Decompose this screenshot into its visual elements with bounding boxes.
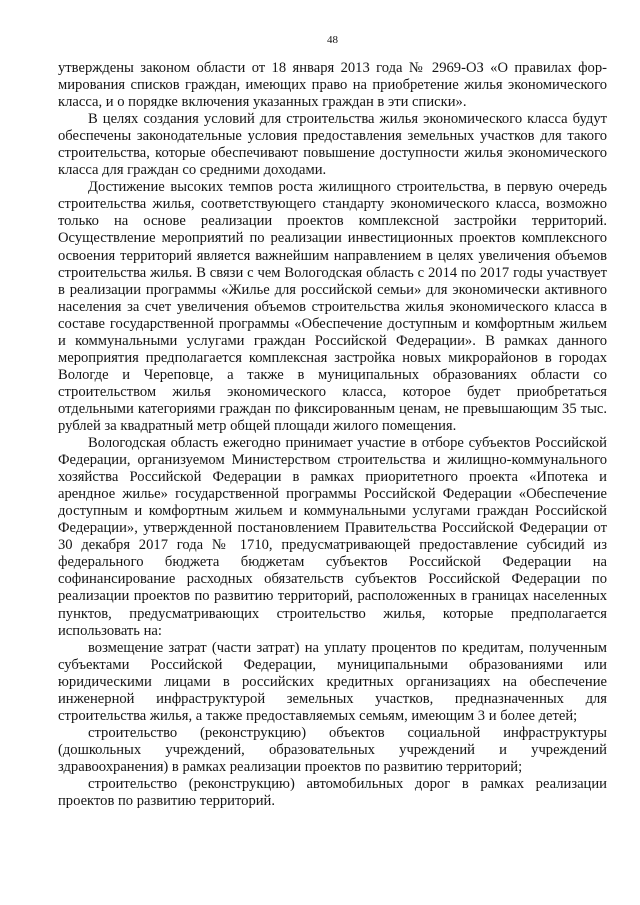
list-item-social-infrastructure: строительство (реконструкцию) объектов социальной инфраструктуры (дошкольных учреждений, образовательных учреждений и учреждений здравоохранения) в рамках реализации проектов по развитию территорий; bbox=[58, 724, 607, 775]
document-body bbox=[58, 60, 607, 810]
paragraph-housing-construction: Достижение высоких темпов роста жилищного строительства, в первую очередь строительства жилья, соответствующего стандарту экономического класса, возможно только на основе реализации проектов комплексной застройки территорий. Осуществление мероприятий по реализации инвестиционных проектов комплексного освоения территорий является важнейшим направлением в целях увеличения объемов строительства жилья. В связи с чем Вологодская область с 2014 по 2017 годы участвует в реализации программы «Жилье для российской семьи» для экономически активного населения за счет увеличения объемов строительства жилья экономического класса в составе государственной программы «Обеспечение доступным и комфортным жильем и коммунальными услугами граждан Российской Федерации». В рамках данного мероприятия предполагается комплексная застройка новых микрорайонов в городах Вологде и Череповце, а также в муниципальных образованиях области со строительством жилья экономического класса, которое будет приобретаться отдельными категориями граждан по фиксированным ценам, не превышающим 35 тыс. рублей за квадратный метр общей площади жилого помещения. bbox=[58, 179, 607, 434]
paragraph-land-provision: В целях создания условий для строительства жилья экономического класса будут обеспечены законодательные условия предоставления земельных участков для такого строительства, которые обеспечивают повышение доступности жилья экономического класса для граждан со средними доходами. bbox=[58, 111, 607, 179]
paragraph-continued: утверждены законом области от 18 января 2013 года № 2969-ОЗ «О правилах формирования списков граждан, имеющих право на приобретение жилья экономического класса, и о порядке включения указанных граждан в эти списки». bbox=[58, 60, 607, 111]
paragraph-federal-selection: Вологодская область ежегодно принимает участие в отборе субъектов Российской Федерации, организуемом Министерством строительства и жилищно-коммунального хозяйства Российской Федерации в рамках приоритетного проекта «Ипотека и арендное жилье» государственной программы Российской Федерации «Обеспечение доступным и комфортным жильем и коммунальными услугами граждан Российской Федерации», утвержденной постановлением Правительства Российской Федерации от 30 декабря 2017 года № 1710, предусматривающей предоставление субсидий из федерального бюджета бюджетам субъектов Российской Федерации на софинансирование расходных обязательств субъектов Российской Федерации по реализации проектов по развитию территорий, расположенных в границах населенных пунктов, предусматривающих строительство жилья, которые предполагается использовать на: bbox=[58, 435, 607, 639]
list-item-roads: строительство (реконструкцию) автомобильных дорог в рамках реализации проектов по развитию территорий. bbox=[58, 775, 607, 810]
page-number: 48 bbox=[327, 34, 338, 46]
list-item-interest-reimbursement: возмещение затрат (части затрат) на уплату процентов по кредитам, полученным субъектами Российской Федерации, муниципальными образованиями или юридическими лицами в российских кредитных организациях на обеспечение инженерной инфраструктурой земельных участков, предназначенных для строительства жилья, а также предоставляемых семьям, имеющим 3 и более детей; bbox=[58, 639, 607, 724]
